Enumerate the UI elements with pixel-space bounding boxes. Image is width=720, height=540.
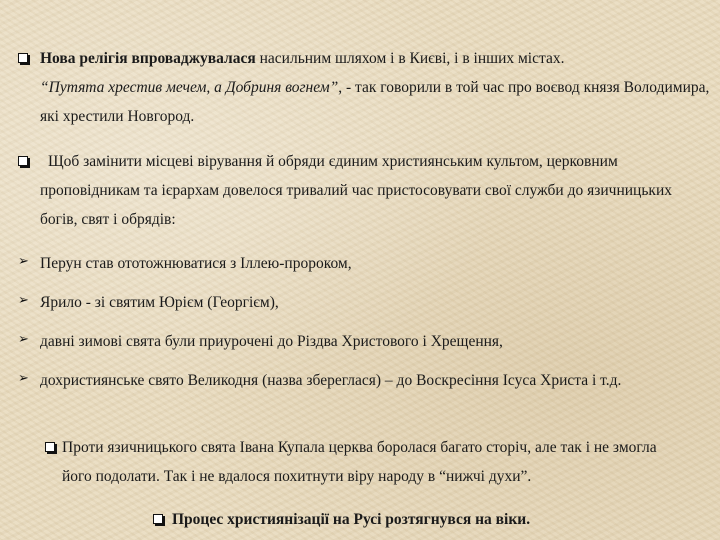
- square-bullet-icon: [153, 514, 163, 526]
- square-bullet-icon: [18, 53, 28, 65]
- lead-bold-text: Нова релігія впроваджувалася: [40, 50, 256, 67]
- list-item-winter-holidays: [40, 327, 712, 356]
- list-item-yarylo: [40, 288, 712, 317]
- list-item-easter: [40, 366, 700, 395]
- paragraph-new-religion: [40, 44, 712, 131]
- paragraph-ivan-kupala: [62, 433, 682, 491]
- arrow-bullet-icon: ➢: [18, 292, 29, 307]
- after-quote-text: , - так говорили в той час про воєвод князя Володимира, які хрестили Новгород.: [40, 79, 710, 125]
- quote-text: “Путята хрестив мечем, а Добриня вогнем”: [40, 79, 339, 96]
- replace-beliefs-text: Щоб замінити місцеві вірування й обряди єдиним християнським культом, церковним проповідникам та ієрархам довелося тривалий час пристосовувати свої служби до язичницьких богів, свят і обрядів:: [40, 153, 672, 228]
- arrow-bullet-icon: ➢: [18, 253, 29, 268]
- arrow-bullet-icon: ➢: [18, 331, 29, 346]
- paragraph-replace-beliefs: [40, 147, 712, 234]
- square-bullet-icon: [18, 156, 28, 168]
- perun-text: Перун став ототожнюватися з Іллею-пророком,: [40, 255, 352, 272]
- easter-text: дохристиянське свято Великодня (назва збереглася) – до Воскресіння Ісуса Христа і т.д.: [40, 372, 622, 389]
- list-item-perun: [40, 249, 712, 278]
- lead-rest-text: насильним шляхом і в Києві, і в інших містах.: [255, 50, 565, 67]
- ivan-kupala-text: Проти язичницького свята Івана Купала церква боролася багато сторіч, але так і не змогла його подолати. Так і не вдалося похитнути віру народу в “нижчі духи”.: [62, 439, 657, 485]
- winter-holidays-text: давні зимові свята були приурочені до Різдва Христового і Хрещення,: [40, 333, 503, 350]
- christianization-text: Процес християнізації на Русі розтягнувся на віки.: [172, 511, 531, 528]
- yarylo-text: Ярило - зі святим Юрієм (Георгієм),: [40, 294, 279, 311]
- arrow-bullet-icon: ➢: [18, 370, 29, 385]
- paragraph-christianization: [172, 505, 692, 534]
